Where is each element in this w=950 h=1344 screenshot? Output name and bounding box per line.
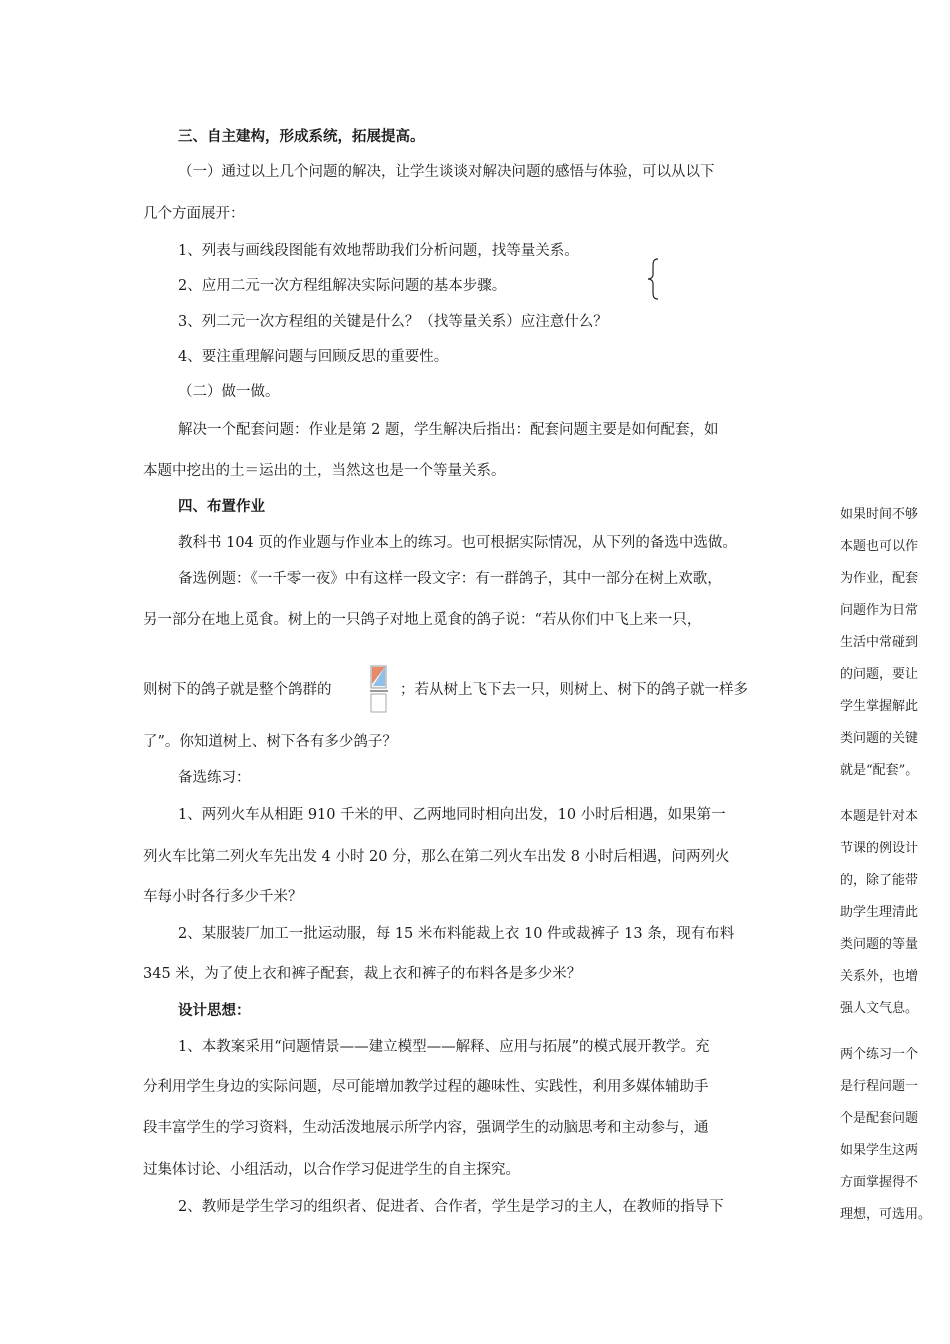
design2-line1: 2、教师是学生学习的组织者、促进者、合作者，学生是学习的主人，在教师的指导下 <box>178 1199 724 1215</box>
note2-line: 的，除了能带 <box>840 873 919 888</box>
point-4: 4、要注重理解问题与回顾反思的重要性。 <box>178 349 449 365</box>
point-2: 2、应用二元一次方程组解决实际问题的基本步骤。 <box>178 278 507 294</box>
note1-line: 为作业，配套 <box>840 571 919 586</box>
note1-line: 就是“配套”。 <box>840 763 919 778</box>
fraction-image-icon <box>370 664 388 714</box>
example-line2: 另一部分在地上觅食。树上的一只鸽子对地上觅食的鸽子说：“若从你们中飞上来一只， <box>143 612 702 628</box>
design1-line1: 1、本教案采用“问题情景——建立模型——解释、应用与拓展”的模式展开教学。充 <box>178 1039 710 1055</box>
note1-line: 生活中常碰到 <box>840 635 919 650</box>
part1-line1: （一）通过以上几个问题的解决，让学生谈谈对解决问题的感悟与体验，可以从以下 <box>178 164 715 180</box>
note2-line: 关系外，也增 <box>840 969 919 984</box>
practice-heading: 备选练习： <box>178 770 251 786</box>
practice1-line3: 车每小时各行多少千米？ <box>143 889 303 905</box>
example-line4: 了”。你知道树上、树下各有多少鸽子？ <box>143 734 397 750</box>
note1-line: 如果时间不够 <box>840 507 919 522</box>
note3-line: 是行程问题一 <box>840 1079 919 1094</box>
part1-line2: 几个方面展开： <box>143 206 245 222</box>
practice2-line1: 2、某服装厂加工一批运动服，每 15 米布料能裁上衣 10 件或裁裤子 13 条，现有布料 <box>178 926 735 942</box>
note3-line: 理想，可选用。 <box>840 1207 932 1222</box>
note1-line: 类问题的关键 <box>840 731 919 746</box>
practice1-line1: 1、两列火车从相距 910 千米的甲、乙两地同时相向出发，10 小时后相遇，如果第一 <box>178 807 726 823</box>
note1-line: 的问题，要让 <box>840 667 919 682</box>
part2-line1: 解决一个配套问题：作业是第 2 题，学生解决后指出：配套问题主要是如何配套，如 <box>178 422 719 438</box>
section3-heading: 三、自主建构，形成系统，拓展提高。 <box>178 128 425 145</box>
note2-line: 类问题的等量 <box>840 937 919 952</box>
practice1-line2: 列火车比第二列火车先出发 4 小时 20 分，那么在第二列火车出发 8 小时后相遇，问两列火 <box>143 849 730 865</box>
note1-line: 问题作为日常 <box>840 603 919 618</box>
practice2-line2: 345 米，为了使上衣和裤子配套，裁上衣和裤子的布料各是多少米？ <box>143 966 582 982</box>
example-line3b: ；若从树上飞下去一只，则树上、树下的鸽子就一样多 <box>400 682 748 698</box>
curly-brace-icon <box>646 258 660 300</box>
part2-heading: （二）做一做。 <box>178 384 280 400</box>
note2-line: 节课的例设计 <box>840 841 919 856</box>
example-line1: 备选例题：《一千零一夜》中有这样一段文字：有一群鸽子，其中一部分在树上欢歌， <box>178 571 722 587</box>
note1-line: 学生掌握解此 <box>840 699 919 714</box>
design1-line2: 分利用学生身边的实际问题，尽可能增加教学过程的趣味性、实践性，利用多媒体辅助手 <box>143 1079 709 1095</box>
homework-line: 教科书 104 页的作业题与作业本上的练习。也可根据实际情况，从下列的备选中选做。 <box>178 535 737 551</box>
note3-line: 如果学生这两 <box>840 1143 919 1158</box>
note2-line: 强人文气息。 <box>840 1001 919 1016</box>
design1-line3: 段丰富学生的学习资料，生动活泼地展示所学内容，强调学生的动脑思考和主动参与，通 <box>143 1120 709 1136</box>
note2-line: 助学生理清此 <box>840 905 919 920</box>
note1-line: 本题也可以作 <box>840 539 919 554</box>
section4-heading: 四、布置作业 <box>178 498 265 515</box>
note3-line: 个是配套问题 <box>840 1111 919 1126</box>
note2-line: 本题是针对本 <box>840 809 919 824</box>
note3-line: 两个练习一个 <box>840 1047 919 1062</box>
point-3: 3、列二元一次方程组的关键是什么？（找等量关系）应注意什么？ <box>178 314 608 330</box>
note3-line: 方面掌握得不 <box>840 1175 919 1190</box>
design1-line4: 过集体讨论、小组活动，以合作学习促进学生的自主探究。 <box>143 1162 520 1178</box>
design-heading: 设计思想： <box>178 1002 251 1019</box>
example-line3a: 则树下的鸽子就是整个鸽群的 <box>143 682 332 698</box>
point-1: 1、列表与画线段图能有效地帮助我们分析问题，找等量关系。 <box>178 243 579 259</box>
part2-line2: 本题中挖出的土＝运出的土，当然这也是一个等量关系。 <box>143 463 506 479</box>
